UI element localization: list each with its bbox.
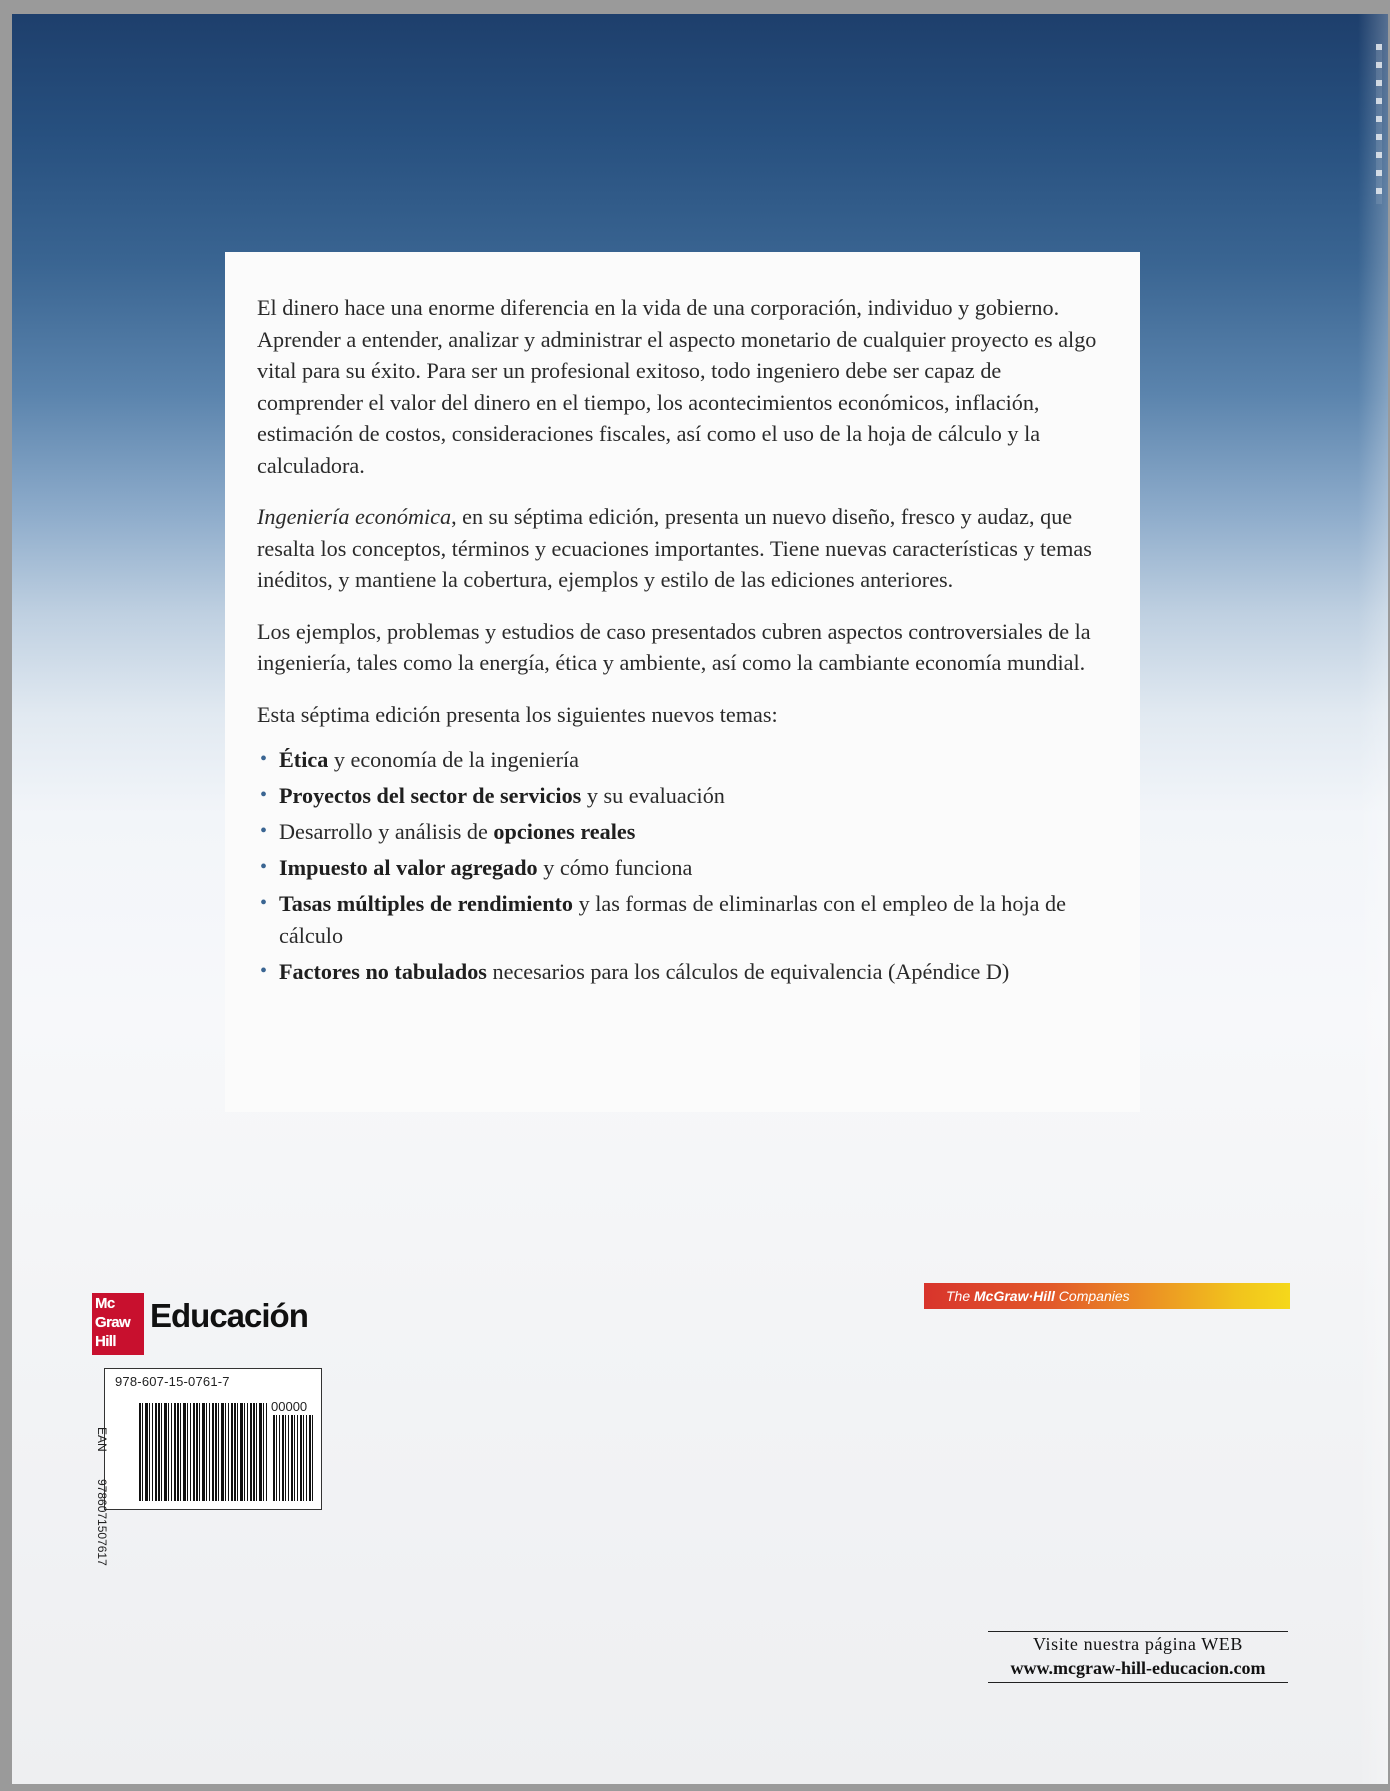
bullet-icon: • [260, 784, 268, 806]
list-item: • Proyectos del sector de servicios y su evaluación [257, 780, 1106, 812]
bullet-icon: • [260, 748, 268, 770]
ean-digits: 9786071507617 [95, 1479, 109, 1566]
paragraph-edition [257, 501, 1106, 596]
companies-banner: The McGraw·Hill Companies [924, 1283, 1290, 1309]
barcode-box [95, 1368, 322, 1566]
paragraph-examples: Los ejemplos, problemas y estudios de caso presentados cubren aspectos controversiales de la ingeniería, tales como la energía, ética y ambiente, así como la cambiante economía mundial. [257, 618, 1091, 675]
ean-label: EAN [95, 1427, 109, 1452]
bullet-icon: • [260, 820, 268, 842]
addon-digits: 00000 [271, 1399, 308, 1414]
topics-list [257, 744, 1106, 987]
list-item: • Impuesto al valor agregado y cómo funciona [257, 852, 1106, 884]
description-panel [225, 252, 1140, 1112]
addon-barcode-icon [273, 1415, 313, 1501]
list-item: • Factores no tabulados necesarios para los cálculos de equivalencia (Apéndice D) [257, 956, 1106, 988]
list-item: • Tasas múltiples de rendimiento y las formas de eliminarlas con el empleo de la hoja de cálculo [257, 888, 1106, 951]
imprint-name: Educación [150, 1297, 308, 1334]
website-url: www.mcgraw-hill-educacion.com [1010, 1658, 1266, 1678]
website-box [988, 1631, 1288, 1683]
website-caption: Visite nuestra página WEB [1032, 1634, 1244, 1654]
list-item: • Desarrollo y análisis de opciones reales [257, 816, 1106, 848]
bullet-icon: • [260, 959, 268, 982]
isbn: 978-607-15-0761-7 [115, 1374, 230, 1389]
paragraph-topics-intro: Esta séptima edición presenta los siguientes nuevos temas: [257, 701, 778, 727]
bullet-icon: • [260, 856, 268, 878]
book-title-italic: Ingeniería económica [257, 504, 452, 529]
bullet-icon: • [260, 892, 268, 914]
barcode-icon [139, 1403, 267, 1501]
list-item: • Ética y economía de la ingeniería [257, 744, 1106, 776]
paragraph-intro: El dinero hace una enorme diferencia en la vida de una corporación, individuo y gobierno. Aprender a entender, analizar y administrar el aspecto monetario de cualquier proyecto es algo vital para su éxito. Para ser un profesional exitoso, todo ingeniero debe ser capaz de comprender el valor del dinero en el tiempo, los acontecimientos económicos, inflación, estimación de costos, consideraciones fiscales, así como el uso de la hoja de cálculo y la calculadora. [257, 295, 1097, 478]
spine-wear [1358, 14, 1388, 1784]
mcgraw-hill-logo: Mc Graw Hill [92, 1293, 144, 1355]
paragraph-edition-text: , en su séptima edición, presenta un nuevo diseño, fresco y audaz, que resalta los conceptos, términos y ecuaciones importantes. Tiene nuevas características y temas inéditos, y mantiene la cobertura, ejemplos y estilo de las ediciones anteriores. [257, 504, 1092, 592]
